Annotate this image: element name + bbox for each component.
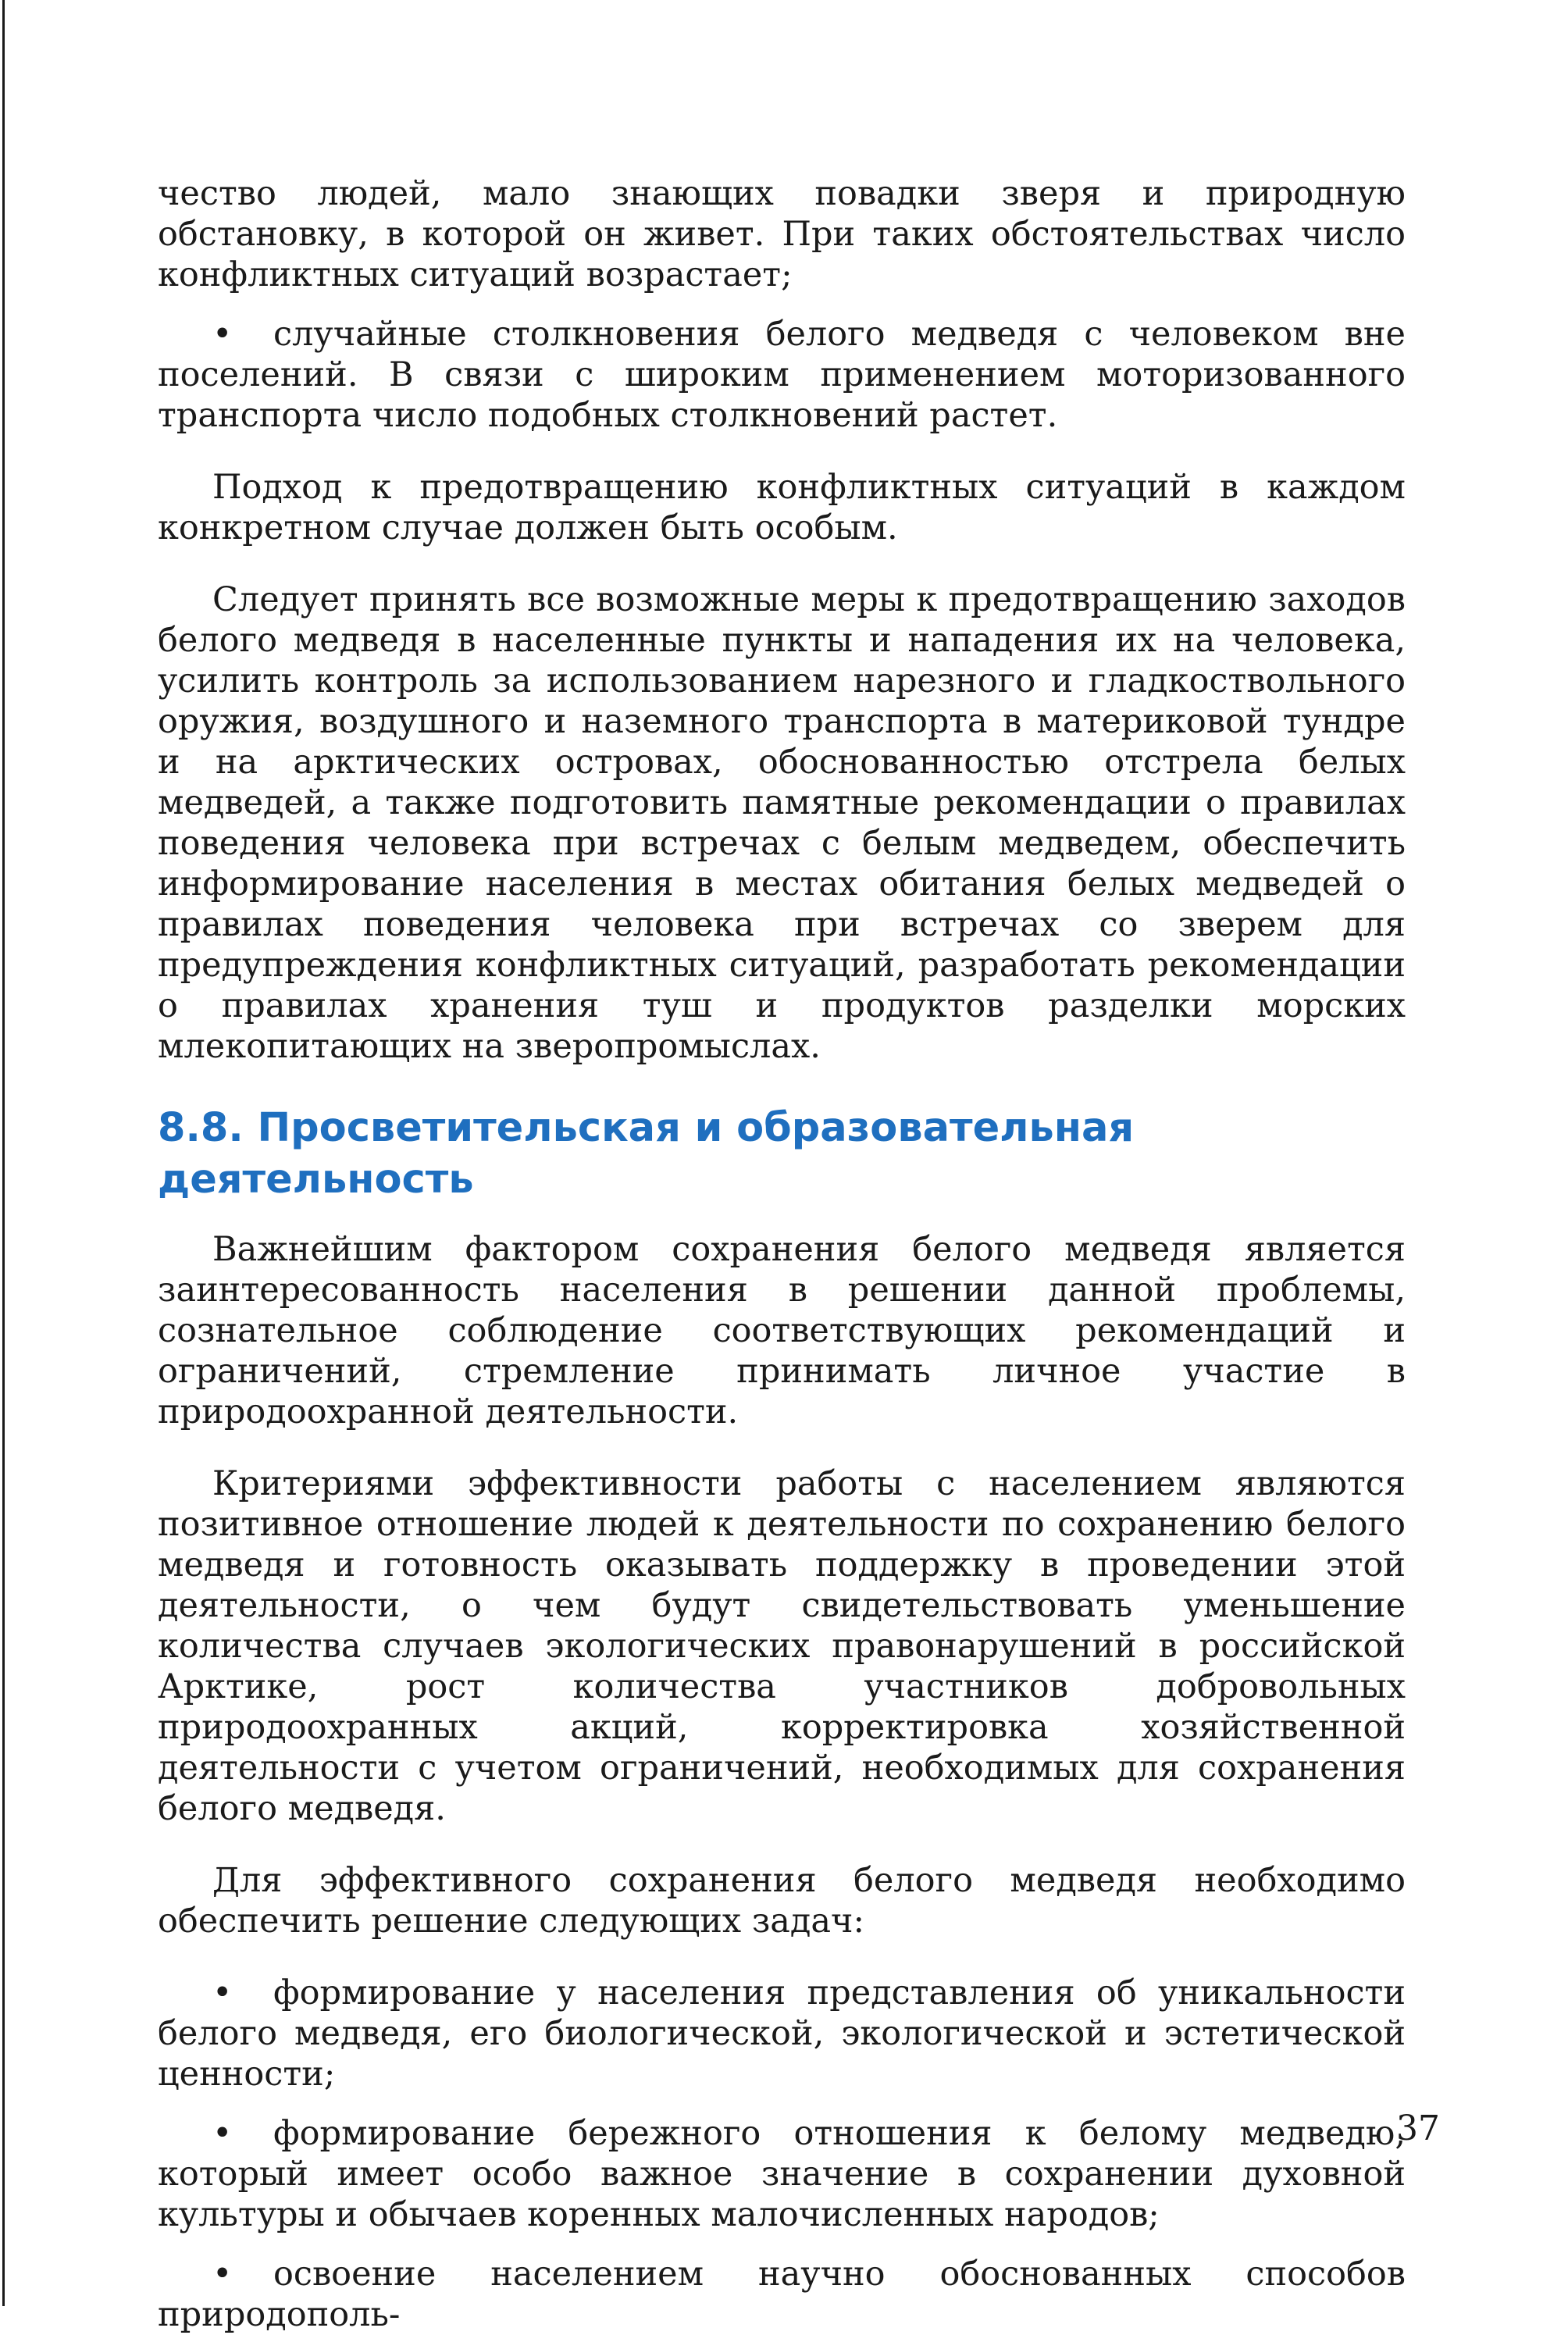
paragraph: Для эффективного сохранения белого медведя необходимо обеспечить решение следующих задач:	[158, 1861, 1406, 1941]
paragraph: Важнейшим фактором сохранения белого медведя является заинтересованность населения в решении данной проблемы, сознательное соблюдение соответствующих рекомендаций и ограничений, стремление принимать личное участие в природоохранной деятельности.	[158, 1230, 1406, 1431]
bullet-item	[158, 314, 1406, 436]
paragraph: Подход к предотвращению конфликтных ситуаций в каждом конкретном случае должен быть особым.	[158, 468, 1406, 547]
bullet-text: формирование у населения представления об уникальности белого медведя, его биологической, экологической и эстетической ценности;	[158, 1973, 1406, 2094]
bullet-icon: •	[212, 2114, 233, 2153]
section-heading	[158, 1103, 1406, 1206]
paragraph: Критериями эффективности работы с населением являются позитивное отношение людей к деятельности по сохранению белого медведя и готовность оказывать поддержку в проведении этой деятельности, о чем будут свидетельствовать уменьшение количества случаев экологических правонарушений в российской Арктике, рост количества участников добровольных природоохранных акций, корректировка хозяйственной деятельности с учетом ограничений, необходимых для сохранения белого медведя.	[158, 1464, 1406, 1828]
bullet-icon: •	[212, 1973, 233, 2012]
page-body	[158, 173, 1406, 2335]
bullet-item	[158, 2254, 1406, 2335]
bullet-item	[158, 2113, 1406, 2235]
bullet-icon: •	[212, 2255, 233, 2294]
bullet-icon: •	[212, 315, 233, 354]
page-edge-line	[2, 0, 5, 2306]
bullet-text: случайные столкновения белого медведя с человеком вне поселений. В связи с широким применением моторизованного транспорта число подобных столкновений растет.	[158, 315, 1406, 435]
section-heading-line2: деятельность	[158, 1157, 474, 1203]
paragraph-continuation: чество людей, мало знающих повадки зверя и природную обстановку, в которой он живет. При таких обстоятельствах число конфликтных ситуаций возрастает;	[158, 174, 1406, 294]
paragraph: Следует принять все возможные меры к предотвращению заходов белого медведя в населенные пункты и нападения их на человека, усилить контроль за использованием нарезного и гладкоствольного оружия, воздушного и наземного транспорта в материковой тундре и на арктических островах, обоснованностью отстрела белых медведей, а также подготовить памятные рекомендации о правилах поведения человека при встречах с белым медведем, обеспечить информирование населения в местах обитания белых медведей о правилах поведения человека при встречах со зверем для предупреждения конфликтных ситуаций, разработать рекомендации о правилах хранения туш и продуктов разделки морских млекопитающих на зверопромыслах.	[158, 580, 1406, 1066]
bullet-item	[158, 1973, 1406, 2094]
bullet-text: формирование бережного отношения к белому медведю, который имеет особо важное значение в сохранении духовной культуры и обычаев коренных малочисленных народов;	[158, 2114, 1406, 2234]
bullet-text: освоение населением научно обоснованных способов природополь-	[158, 2255, 1406, 2334]
page-number: 37	[1396, 2109, 1440, 2148]
section-heading-line1: 8.8. Просветительская и образовательная	[158, 1105, 1135, 1151]
